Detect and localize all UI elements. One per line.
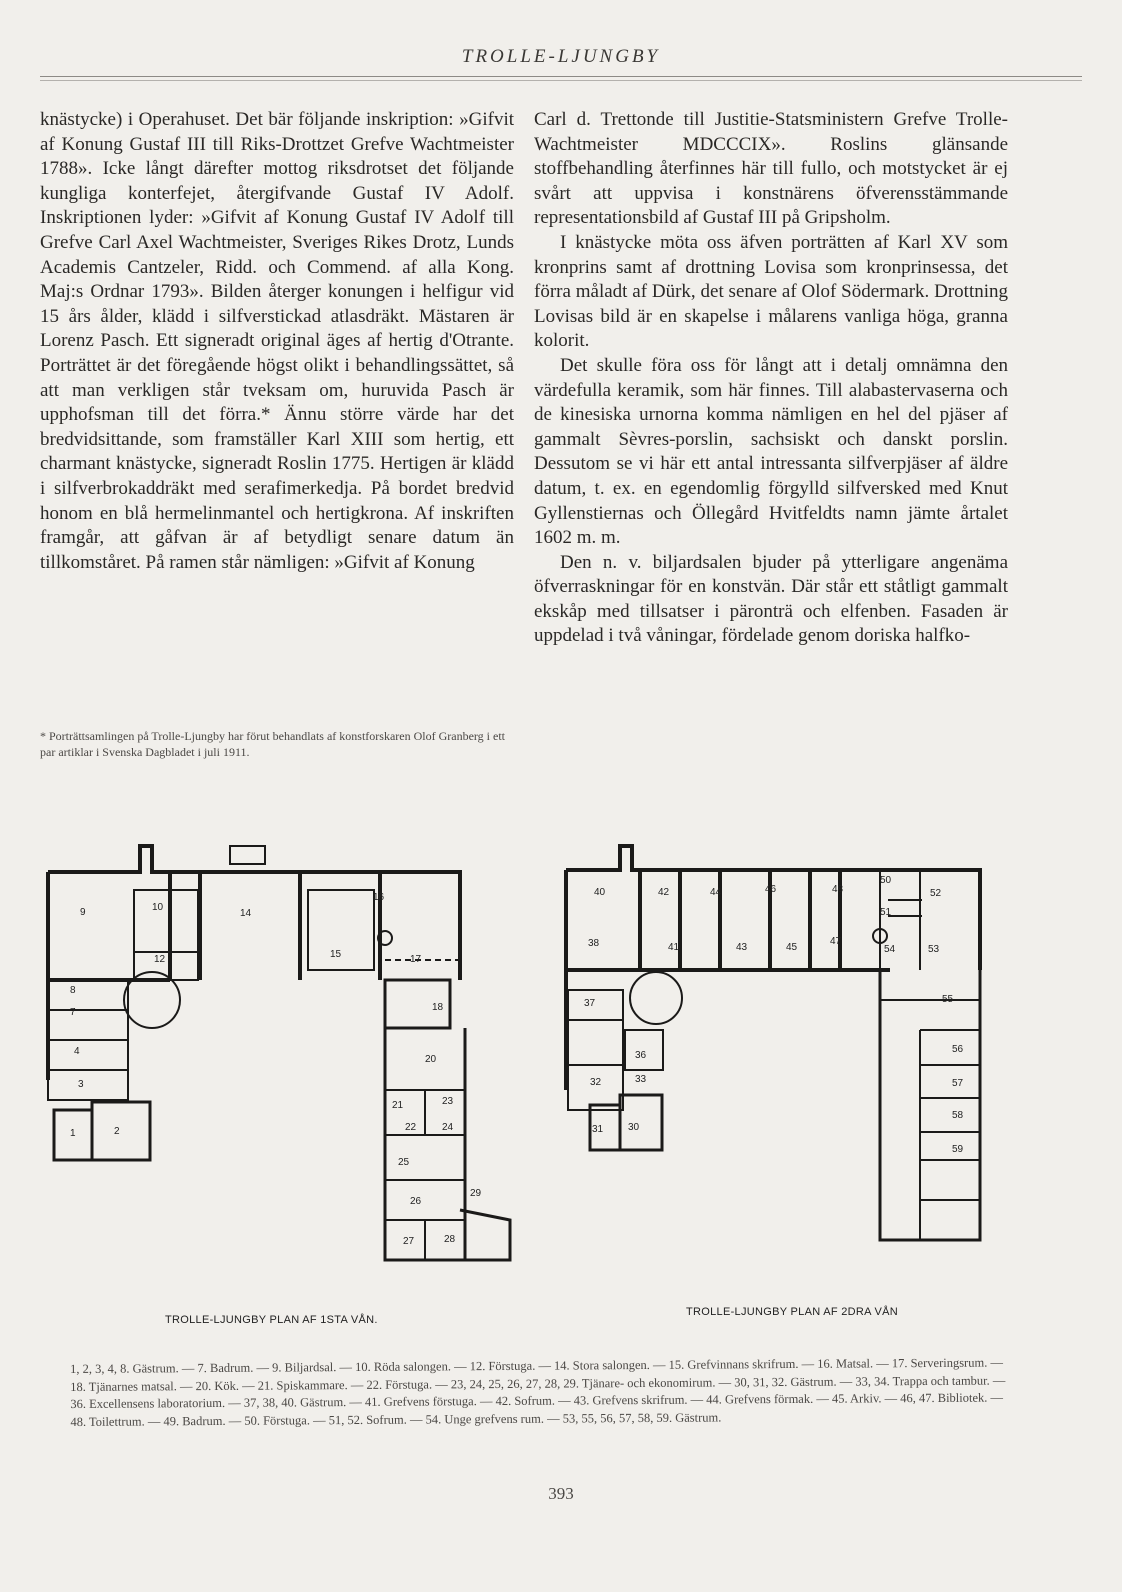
- room-label: 44: [710, 887, 722, 898]
- room-label: 30: [628, 1122, 640, 1133]
- room-label: 56: [952, 1044, 964, 1055]
- room-label: 24: [442, 1122, 454, 1133]
- room-label: 53: [928, 944, 940, 955]
- room-label: 47: [830, 936, 842, 947]
- room-label: 20: [425, 1054, 437, 1065]
- room-label: 9: [80, 907, 86, 918]
- room-label: 14: [240, 908, 252, 919]
- room-label: 55: [942, 994, 954, 1005]
- room-label: 15: [330, 949, 342, 960]
- plan-1-title: TROLLE-LJUNGBY PLAN AF 1STA VÅN.: [165, 1314, 378, 1326]
- room-label: 31: [592, 1124, 604, 1135]
- room-label: 16: [373, 892, 385, 903]
- room-label: 33: [635, 1074, 647, 1085]
- paragraph: Carl d. Trettonde till Justitie-Statsministern Grefve Trolle-Wachtmeister MDCCCIX». Roslins glänsande stoffbehandling återfinnes här till fullo, och motstycket är ej svårt att uppvisa i konstnärens öfverensstämmande representationsbild af Gustaf III på Gripsholm.: [534, 109, 1008, 229]
- room-label: 7: [70, 1007, 76, 1018]
- right-text-column: [534, 108, 1008, 649]
- room-label: 27: [403, 1236, 415, 1247]
- room-label: 52: [930, 888, 942, 899]
- room-label: 58: [952, 1110, 964, 1121]
- room-label: 45: [786, 942, 798, 953]
- room-label: 32: [590, 1077, 602, 1088]
- room-label: 59: [952, 1144, 964, 1155]
- footnote: * Porträttsamlingen på Trolle-Ljungby har förut behandlats af konstforskaren Olof Granberg i ett par artiklar i Svenska Dagbladet i juli 1911.: [40, 729, 506, 759]
- running-header: TROLLE-LJUNGBY: [461, 46, 661, 67]
- room-label: 23: [442, 1096, 454, 1107]
- room-label: 21: [392, 1100, 404, 1111]
- room-label: 36: [635, 1050, 647, 1061]
- paragraph: Den n. v. biljardsalen bjuder på ytterligare angenäma öfverraskningar för en konstvän. Där står ett ståtligt gammalt ekskåp med tillsatser i päronträ och elfenben. Fasaden är uppdelad i två våningar, fördelade genom doriska halfko-: [534, 551, 1008, 647]
- room-label: 50: [880, 875, 892, 886]
- room-label: 3: [78, 1079, 84, 1090]
- room-label: 40: [594, 887, 606, 898]
- room-label: 10: [152, 902, 164, 913]
- floor-plan-2: [560, 840, 1000, 1290]
- room-label: 57: [952, 1078, 964, 1089]
- room-label: 38: [588, 938, 600, 949]
- room-label: 8: [70, 985, 76, 996]
- room-label: 29: [470, 1188, 482, 1199]
- plan-legend-caption: 1, 2, 3, 4, 8. Gästrum. — 7. Badrum. — 9. Biljardsal. — 10. Röda salongen. — 12. Förstuga. — 14. Stora salongen. — 15. Grefvinnans skrifrum. — 16. Matsal. — 17. Serveringsrum. — 18. Tjänarnes matsal. — 20. Kök. — 21. Spiskammare. — 22. Förstuga. — 23, 24, 25, 26, 27, 28, 29. Tjänare- och ekonomirum. — 30, 31, 32. Gästrum. — 33, 34. Trappa och tambur. — 36. Excellensens laboratorium. — 37, 38, 40. Gästrum. — 41. Grefvens förstuga. — 42. Sofrum. — 43. Grefvens skrifrum. — 44. Grefvens förmak. — 45. Arkiv. — 46, 47. Bibliotek. — 48. Toilettrum. — 49. Badrum. — 50. Förstuga. — 51, 52. Sofrum. — 54. Unge grefvens rum. — 53, 55, 56, 57, 58, 59. Gästrum.: [70, 1355, 1006, 1429]
- room-label: 37: [584, 998, 596, 1009]
- room-label: 12: [154, 954, 166, 965]
- floor-plan-2-drawing: [560, 840, 1000, 1290]
- header-rule-thin: [40, 80, 1082, 81]
- room-label: 51: [880, 907, 892, 918]
- room-label: 48: [832, 884, 844, 895]
- room-label: 4: [74, 1046, 80, 1057]
- header-rule: [40, 76, 1082, 77]
- paragraph: I knästycke möta oss äfven porträtten af Karl XV som kronprins samt af drottning Lovisa som kronprinsessa, det förra måladt af Dürk, det senare af Olof Södermark. Drottning Lovisas bild är en skapelse i målarens vanliga höga, granna kolorit.: [534, 231, 1008, 352]
- room-label: 22: [405, 1122, 417, 1133]
- room-label: 54: [884, 944, 896, 955]
- room-label: 1: [70, 1128, 76, 1139]
- floor-plan-1: [40, 840, 530, 1290]
- room-label: 2: [114, 1126, 120, 1137]
- page-number: 393: [548, 1484, 574, 1503]
- paragraph: knästycke) i Operahuset. Det bär följande inskription: »Gifvit af Konung Gustaf III till Riks-Drottzet Grefve Wachtmeister 1788». Icke långt därefter mottog riksdrotset det följande kungliga konterfejet, återgifvande Gustaf IV Adolf. Inskriptionen lyder: »Gifvit af Konung Gustaf IV Adolf till Grefve Carl Axel Wachtmeister, Sveriges Rikes Drotz, Lunds Academis Cantzeler, Ridd. och Commend. af alla Kong. Maj:s Ordnar 1793». Bilden återger konungen i helfigur vid 15 års ålder, klädd i silfverstickad atlasdräkt. Mästaren är Lorenz Pasch. Ett signeradt original äges af hertig d'Otrante. Porträttet är det föregående högst olikt i behandlingssättet, så att man verkligen står tveksam om, huruvida Pasch är upphofsman till det förra.* Ännu större värde har det bredvidsittande, som framställer Karl XIII som hertig, ett charmant knästycke, signeradt Roslin 1775. Hertigen är klädd i silfverbrokaddräkt med serafimerkedja. På bordet bredvid honom en blå hermelinmantel och hertigkrona. Af inskriften framgår, att gåfvan är af betydligt senare datum än tillkomståret. På ramen står nämligen: »Gifvit af Konung: [40, 109, 514, 573]
- room-label: 26: [410, 1196, 422, 1207]
- room-label: 43: [736, 942, 748, 953]
- left-text-column: [40, 108, 514, 575]
- paragraph: Det skulle föra oss för långt att i detalj omnämna den värdefulla keramik, som här finnes. Till alabastervaserna och de kinesiska urnorna komma nämligen en hel del pjäser af gammalt Sèvres-porslin, sachsiskt och danskt porslin. Dessutom se vi här ett antal intressanta silfverpjäser af äldre datum, t. ex. en egendomlig förgylld silfversked med Knut Gyllenstiernas och Öllegård Hvitfeldts namn jämte årtalet 1602 m. m.: [534, 354, 1008, 549]
- room-label: 25: [398, 1157, 410, 1168]
- floor-plan-1-drawing: [40, 840, 530, 1290]
- room-label: 28: [444, 1234, 456, 1245]
- plan-2-title: TROLLE-LJUNGBY PLAN AF 2DRA VÅN: [686, 1306, 899, 1318]
- room-label: 42: [658, 887, 670, 898]
- room-label: 41: [668, 942, 680, 953]
- room-label: 18: [432, 1002, 444, 1013]
- room-label: 46: [765, 884, 777, 895]
- room-label: 17: [410, 954, 422, 965]
